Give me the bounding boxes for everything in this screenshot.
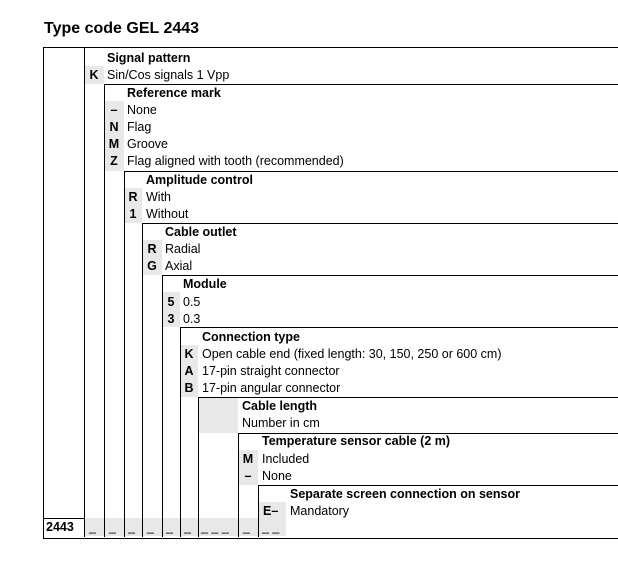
option-code: –	[110, 103, 118, 117]
section-divider	[258, 485, 618, 486]
option-label: None	[262, 469, 292, 483]
option-code: A	[184, 364, 194, 378]
option-label: Flag	[127, 120, 152, 134]
section-heading: Cable length	[242, 399, 318, 413]
column-separator	[124, 171, 125, 537]
section-divider	[124, 171, 618, 172]
code-placeholder: _ _	[262, 520, 280, 534]
option-code: R	[128, 190, 138, 204]
column-separator	[104, 84, 105, 537]
option-code: M	[242, 452, 254, 466]
option-label: Included	[262, 452, 310, 466]
option-label: 17-pin straight connector	[202, 364, 340, 378]
code-placeholder: _	[166, 520, 173, 534]
option-label: Groove	[127, 137, 168, 151]
section-heading: Separate screen connection on sensor	[290, 487, 520, 501]
code-placeholder: _	[109, 520, 116, 534]
section-heading: Connection type	[202, 330, 300, 344]
section-heading: Amplitude control	[146, 173, 253, 187]
code-placeholder: _ _ _	[201, 520, 229, 534]
section-divider	[162, 275, 618, 276]
code-placeholder: _	[184, 520, 191, 534]
section-divider	[198, 397, 618, 398]
option-code: K	[184, 347, 194, 361]
section-heading: Module	[183, 277, 227, 291]
option-label: 0.5	[183, 295, 201, 309]
option-code: R	[147, 242, 157, 256]
option-code: 3	[167, 312, 175, 326]
page-title: Type code GEL 2443	[44, 20, 200, 37]
code-placeholder: _	[89, 520, 96, 534]
option-code: N	[109, 120, 119, 134]
option-label: Number in cm	[242, 416, 320, 430]
code-column-shade	[198, 397, 238, 433]
option-code: 5	[167, 295, 175, 309]
section-heading: Reference mark	[127, 86, 221, 100]
option-label: None	[127, 103, 157, 117]
section-divider	[142, 223, 618, 224]
code-placeholder: _	[128, 520, 135, 534]
option-label: Without	[146, 207, 189, 221]
section-divider	[44, 518, 84, 519]
option-label: 0.3	[183, 312, 201, 326]
column-separator	[198, 397, 199, 537]
section-divider	[180, 327, 618, 328]
option-label: Open cable end (fixed length: 30, 150, 250 or 600 cm)	[202, 347, 502, 361]
code-placeholder: _	[147, 520, 154, 534]
section-divider	[104, 84, 618, 85]
option-code: Z	[110, 154, 118, 168]
option-code: E–	[263, 504, 279, 518]
column-separator	[258, 485, 259, 537]
option-code: K	[89, 68, 99, 82]
option-code: 1	[129, 207, 137, 221]
column-separator	[142, 223, 143, 537]
column-separator	[238, 433, 239, 537]
option-code: G	[147, 259, 157, 273]
model-number: 2443	[46, 520, 74, 534]
option-code: B	[184, 381, 194, 395]
option-label: Sin/Cos signals 1 Vpp	[107, 68, 230, 82]
option-code: –	[244, 469, 252, 483]
option-label: Radial	[165, 242, 201, 256]
option-label: With	[146, 190, 171, 204]
column-separator	[84, 47, 85, 537]
option-label: Axial	[165, 259, 193, 273]
code-placeholder: _	[243, 520, 250, 534]
option-label: Flag aligned with tooth (recommended)	[127, 154, 344, 168]
section-heading: Temperature sensor cable (2 m)	[262, 434, 451, 448]
section-heading: Cable outlet	[165, 225, 237, 239]
section-heading: Signal pattern	[107, 51, 191, 65]
option-label: 17-pin angular connector	[202, 381, 341, 395]
option-label: Mandatory	[290, 504, 350, 518]
option-code: M	[108, 137, 120, 151]
